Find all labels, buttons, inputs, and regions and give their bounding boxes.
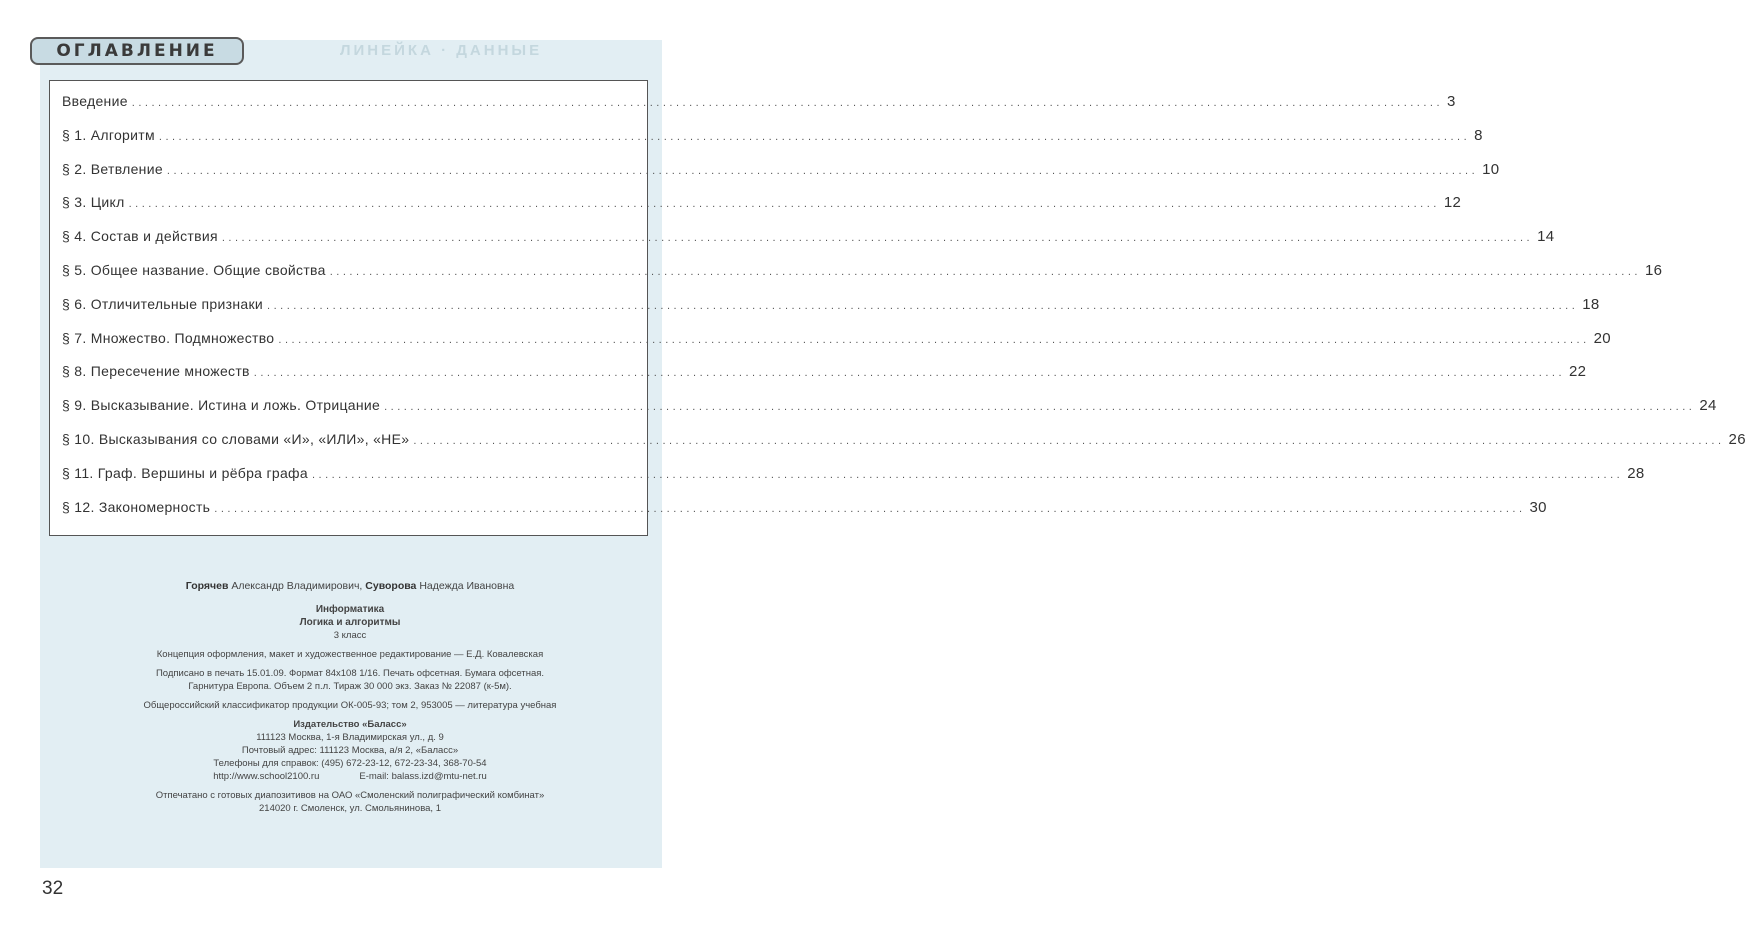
table-of-contents (49, 80, 1746, 536)
toc-entry[interactable] (62, 228, 1555, 252)
email-link[interactable]: E-mail: balass.izd@mtu-net.ru (359, 771, 487, 782)
printed-by: Отпечатано с готовых диапозитивов на ОАО «Смоленский полиграфический комбинат» (155, 790, 545, 801)
toc-entry-title: § 1. Алгоритм (62, 126, 155, 143)
toc-entry-page: 22 (1569, 363, 1587, 381)
toc-entry[interactable] (62, 295, 1600, 320)
toc-leader-dots: ........................................................................................................................................................................................................ (311, 468, 1624, 481)
print-info-line-1: Подписано в печать 15.01.09. Формат 84х108 1/16. Печать офсетная. Бумага офсетная. (155, 668, 545, 679)
page-number: 32 (42, 878, 64, 899)
toc-entry[interactable] (62, 464, 1645, 489)
toc-entry[interactable] (62, 431, 1746, 455)
classifier: Общероссийский классификатор продукции ОК-005-93; том 2, 953005 — литература учебная (143, 700, 557, 711)
toc-entry-page: 30 (1529, 498, 1547, 516)
book-title: Информатика (315, 604, 385, 615)
toc-entry[interactable] (62, 329, 1611, 354)
toc-entry-page: 12 (1443, 194, 1462, 212)
toc-entry-title: § 5. Общее название. Общие свойства (62, 262, 326, 278)
bleed-through-text: ЛИНЕЙКА · ДАННЫЕ (340, 42, 543, 59)
toc-leader-dots: ........................................................................................................................................................................................................ (413, 435, 1725, 447)
toc-entry-title: Введение (62, 93, 128, 109)
toc-leader-dots: ........................................................................................................................................................................................................ (214, 502, 1526, 515)
toc-entry-page: 14 (1537, 228, 1555, 246)
toc-entry-title: § 11. Граф. Вершины и рёбра графа (62, 464, 308, 481)
imprint-block (0, 580, 700, 815)
page-title: ОГЛАВЛЕНИЕ (30, 37, 244, 65)
toc-entry-title: § 7. Множество. Подмножество (62, 329, 275, 346)
grade: 3 класс (333, 630, 367, 641)
toc-leader-dots: ........................................................................................................................................................................................................ (329, 266, 1641, 278)
address-line-2: Почтовый адрес: 111123 Москва, а/я 2, «Баласс» (241, 745, 459, 756)
book-subtitle: Логика и алгоритмы (299, 617, 401, 628)
toc-entry-page: 8 (1474, 126, 1483, 144)
website-link[interactable]: http://www.school2100.ru (213, 771, 320, 782)
toc-entry-title: § 6. Отличительные признаки (62, 295, 264, 312)
toc-entry-title: § 12. Закономерность (62, 498, 211, 515)
authors (0, 580, 700, 593)
toc-leader-dots: ........................................................................................................................................................................................................ (128, 198, 1440, 211)
toc-entry-page: 28 (1627, 464, 1645, 482)
toc-entry-title: § 2. Ветвление (62, 160, 163, 177)
author1-name: Александр Владимирович, (231, 580, 363, 592)
author2-surname: Суворова (365, 580, 417, 592)
toc-leader-dots: ........................................................................................................................................................................................................ (131, 97, 1444, 109)
author2-name: Надежда Ивановна (419, 580, 515, 592)
contacts (0, 770, 700, 783)
printer-address: 214020 г. Смоленск, ул. Смольянинова, 1 (259, 803, 441, 814)
toc-entry-page: 16 (1644, 262, 1663, 279)
design-credit: Концепция оформления, макет и художественное редактирование — Е.Д. Ковалевская (156, 649, 544, 660)
toc-entry-page: 24 (1699, 397, 1717, 415)
toc-leader-dots: ........................................................................................................................................................................................................ (278, 333, 1590, 346)
toc-entry-page: 3 (1447, 93, 1456, 110)
toc-entry[interactable] (62, 194, 1462, 218)
toc-entry-title: § 8. Пересечение множеств (62, 363, 250, 380)
publisher: Издательство «Баласс» (293, 719, 407, 730)
toc-leader-dots: ........................................................................................................................................................................................................ (384, 401, 1696, 414)
toc-entry-title: § 10. Высказывания со словами «И», «ИЛИ», «НЕ» (62, 431, 410, 447)
toc-entry[interactable] (62, 160, 1500, 185)
toc-leader-dots: ........................................................................................................................................................................................................ (221, 232, 1534, 245)
toc-entry[interactable] (62, 498, 1547, 523)
toc-entry-page: 18 (1582, 295, 1600, 313)
toc-entry-page: 20 (1593, 329, 1611, 347)
print-info-line-2: Гарнитура Европа. Объем 2 п.л. Тираж 30 000 экз. Заказ № 22087 (к-5м). (188, 681, 512, 692)
author1-surname: Горячев (185, 580, 229, 592)
toc-entry-title: § 4. Состав и действия (62, 228, 218, 245)
toc-leader-dots: ........................................................................................................................................................................................................ (267, 299, 1579, 312)
toc-entry-title: § 3. Цикл (62, 194, 125, 211)
toc-leader-dots: ........................................................................................................................................................................................................ (166, 164, 1479, 177)
toc-entry-page: 26 (1728, 431, 1746, 448)
toc-entry-title: § 9. Высказывание. Истина и ложь. Отрицание (62, 397, 381, 414)
phones: Телефоны для справок: (495) 672-23-12, 672-23-34, 368-70-54 (213, 758, 487, 769)
toc-entry-page: 10 (1482, 160, 1500, 178)
toc-leader-dots: ........................................................................................................................................................................................................ (158, 130, 1471, 143)
address-line-1: 111123 Москва, 1-я Владимирская ул., д. 9 (256, 732, 444, 743)
toc-entry[interactable] (62, 262, 1663, 286)
toc-entry[interactable] (62, 93, 1456, 117)
toc-entry[interactable] (62, 363, 1587, 387)
toc-entry[interactable] (62, 397, 1717, 421)
toc-leader-dots: ........................................................................................................................................................................................................ (253, 367, 1566, 380)
toc-entry[interactable] (62, 126, 1483, 151)
